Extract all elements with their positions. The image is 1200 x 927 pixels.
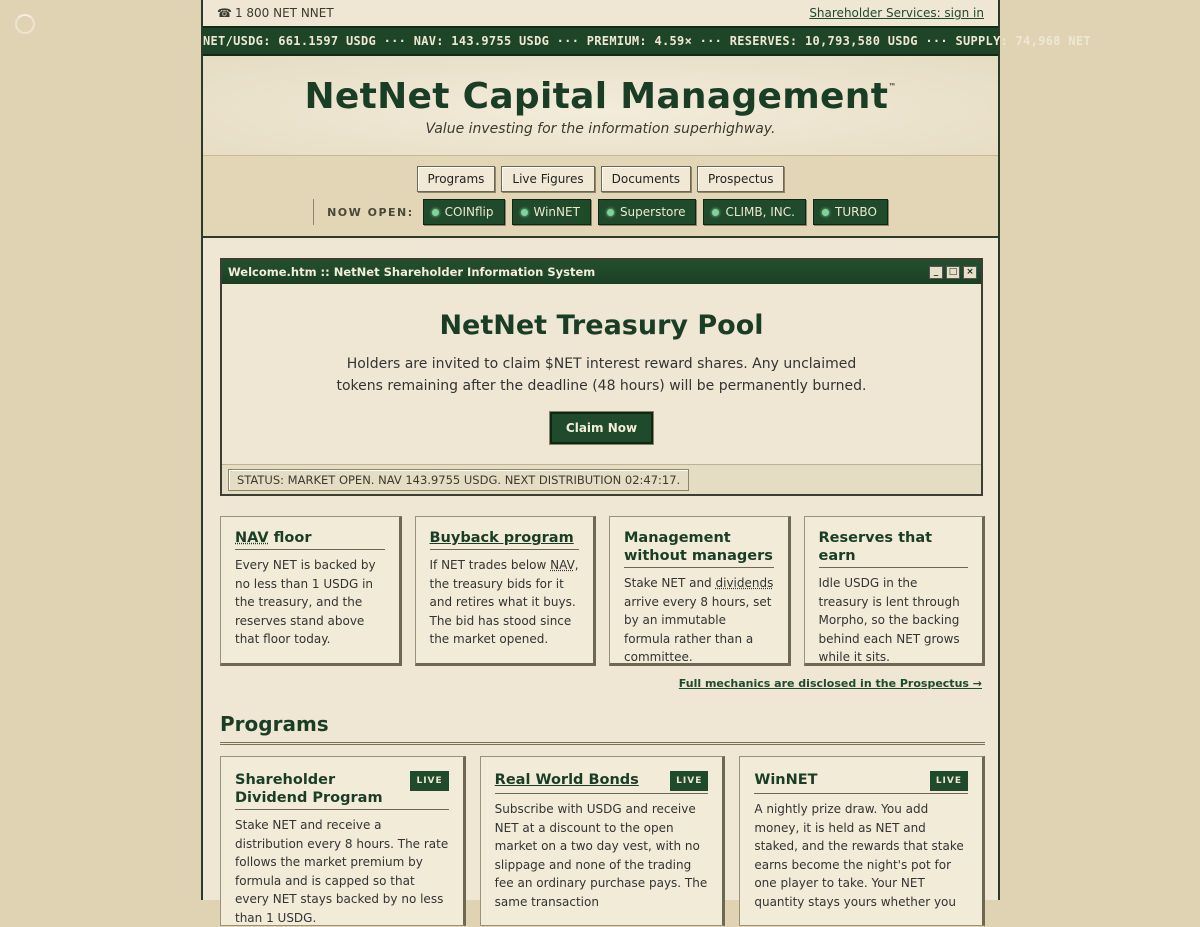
programs-section-header (220, 712, 985, 745)
welcome-window (220, 258, 983, 496)
programs-heading: Programs (220, 712, 985, 745)
tagline: Value investing for the information superhighway. (425, 121, 776, 137)
treasury-heading: NetNet Treasury Pool (439, 310, 764, 341)
loading-spinner-icon (15, 14, 35, 34)
masthead (203, 56, 998, 156)
feature-card (804, 516, 986, 666)
live-dot-icon (432, 209, 439, 216)
program-title: WinNET (754, 772, 818, 788)
nav-live-figures[interactable]: Live Figures (501, 166, 594, 192)
window-body (222, 284, 981, 464)
trademark: ™ (888, 82, 897, 91)
live-dot-icon (521, 209, 528, 216)
window-titlebar[interactable] (222, 260, 981, 284)
window-statusbar (222, 464, 981, 494)
dividends-term-link[interactable]: dividends (715, 576, 774, 590)
feature-title: Reserves that earn (819, 529, 969, 568)
prospectus-link-line (679, 677, 982, 690)
feature-title: Management without managers (624, 529, 774, 568)
open-climb-button[interactable]: CLIMB, INC. (703, 199, 806, 225)
feature-card (609, 516, 791, 666)
navigation (203, 156, 998, 238)
claim-now-button[interactable]: Claim Now (550, 412, 653, 444)
nav-prospectus[interactable]: Prospectus (697, 166, 784, 192)
programs-row (220, 756, 985, 926)
program-body: Subscribe with USDG and receive NET at a discount to the open market on a two day vest, with no slippage and none of the trading fee an ordinary purchase pays. The same transaction (494, 802, 708, 909)
program-card (480, 756, 726, 926)
open-turbo-button[interactable]: TURBO (813, 199, 888, 225)
close-icon[interactable]: × (963, 266, 977, 279)
program-title: Shareholder Dividend Program (235, 772, 383, 806)
site-title: NetNet Capital Management™ (304, 76, 897, 117)
program-title-link[interactable]: Real World Bonds (494, 772, 639, 788)
nav-documents[interactable]: Documents (601, 166, 691, 192)
nav-programs[interactable]: Programs (417, 166, 496, 192)
window-title: Welcome.htm :: NetNet Shareholder Information System (228, 265, 596, 279)
feature-title (430, 529, 580, 550)
open-superstore-button[interactable]: Superstore (598, 199, 697, 225)
shareholder-signin-link[interactable]: Shareholder Services: sign in (809, 6, 984, 20)
status-text: STATUS: MARKET OPEN. NAV 143.9755 USDG. NEXT DISTRIBUTION 02:47:17. (228, 469, 689, 491)
buyback-link[interactable]: Buyback program (429, 530, 574, 546)
phone-number: ☎ 1 800 NET NNET (217, 6, 334, 20)
nav-term-link[interactable]: NAV (550, 558, 575, 572)
program-card (220, 756, 466, 926)
program-card (739, 756, 985, 926)
nav-term-link[interactable]: NAV (235, 530, 269, 546)
live-dot-icon (607, 209, 614, 216)
now-open-label: NOW OPEN: (327, 205, 414, 219)
price-ticker: NET/USDG: 661.1597 USDG ··· NAV: 143.9755 USDG ··· PREMIUM: 4.59× ··· RESERVES: 10,793,580 USDG ··· SUPPLY: 74,968 NET (203, 26, 998, 56)
minimize-icon[interactable]: _ (929, 266, 943, 279)
treasury-description: Holders are invited to claim $NET interest reward shares. Any unclaimed tokens remaining after the deadline (48 hours) will be permanently burned. (336, 356, 867, 394)
program-body: Stake NET and receive a distribution every 8 hours. The rate follows the market premium by formula and is capped so that every NET stays backed by no less than 1 USDG. (235, 818, 449, 925)
feature-title: NAV floor (235, 529, 385, 550)
prospectus-link[interactable]: Full mechanics are disclosed in the Prospectus → (678, 677, 982, 690)
feature-body: Every NET is backed by no less than 1 USDG in the treasury, and the reserves stand above that floor today. (235, 558, 376, 646)
page-container (201, 0, 1091, 925)
telephone-icon: ☎ (217, 6, 232, 20)
program-body: A nightly prize draw. You add money, it is held as NET and staked, and the rewards that stake earns become the night's pot for one player to take. Your NET quantity stays yours whether you (754, 802, 964, 909)
open-coinflip-button[interactable]: COINflip (423, 199, 505, 225)
live-dot-icon (712, 209, 719, 216)
maximize-icon[interactable]: □ (946, 266, 960, 279)
top-bar (203, 0, 998, 26)
feature-card (415, 516, 597, 666)
live-dot-icon (822, 209, 829, 216)
feature-body: If NET trades below NAV, the treasury bids for it and retires what it buys. The bid has stood since the market opened. (429, 558, 579, 646)
live-badge: LIVE (410, 771, 448, 791)
nav-divider (313, 199, 314, 225)
live-badge: LIVE (670, 771, 708, 791)
live-badge: LIVE (930, 771, 968, 791)
open-winnet-button[interactable]: WinNET (512, 199, 591, 225)
features-row (220, 516, 985, 666)
feature-card (220, 516, 402, 666)
feature-body: Idle USDG in the treasury is lent through Morpho, so the backing behind each NET grows while it sits. (818, 576, 960, 664)
feature-body: Stake NET and dividends arrive every 8 hours, set by an immutable formula rather than a committee. (624, 576, 774, 664)
